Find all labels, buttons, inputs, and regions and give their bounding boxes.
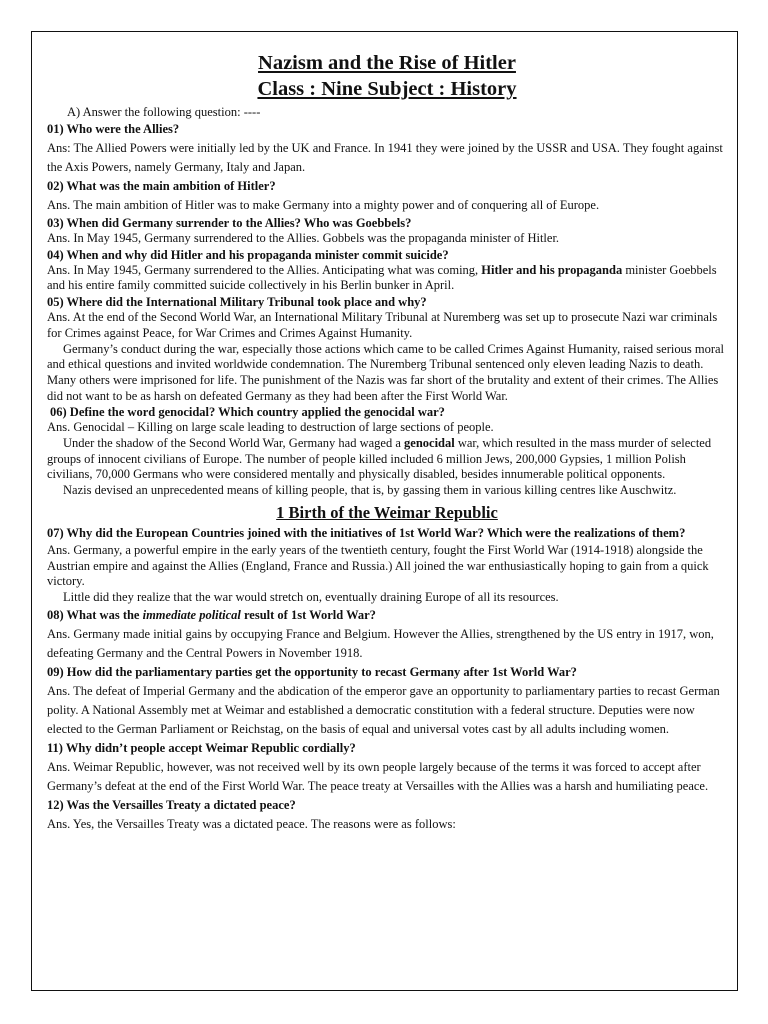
question-09: 09) How did the parliamentary parties get the opportunity to recast Germany after 1st World War?	[47, 664, 577, 679]
answer-11: Ans. Weimar Republic, however, was not received well by its own people largely because of the terms it was forced to accept after Germany’s defeat at the end of the First World War. The peace treaty at Versailles with the Allies was a harsh and humiliating peace.	[47, 759, 709, 793]
answer-02: Ans. The main ambition of Hitler was to make Germany into a mighty power and of conquering all of Europe.	[47, 198, 600, 212]
answer-04	[47, 263, 727, 294]
question-08-emphasis: immediate political	[142, 607, 241, 622]
page-border	[31, 31, 738, 991]
document-body	[47, 50, 727, 834]
question-06: 06) Define the word genocidal? Which country applied the genocidal war?	[50, 405, 445, 420]
answer-01: Ans: The Allied Powers were initially led by the UK and France. In 1941 they were joined by the USSR and USA. They fought against the Axis Powers, namely Germany, Italy and Japan.	[47, 141, 723, 174]
answer-04-text-cont: minister Goebbels and his entire family committed suicide collectively in his Berlin bunker in April.	[47, 262, 717, 293]
question-05: 05) Where did the International Military Tribunal took place and why?	[47, 295, 427, 310]
question-12: 12) Was the Versailles Treaty a dictated peace?	[47, 797, 296, 812]
document-subtitle: Class : Nine Subject : History	[257, 78, 517, 100]
answer-04-bold: Hitler and his propaganda	[481, 262, 623, 277]
answer-04-text: Ans. In May 1945, Germany surrendered to the Allies. Anticipating what was coming,	[47, 262, 482, 277]
question-01: 01) Who were the Allies?	[47, 122, 180, 136]
question-04: 04) When and why did Hitler and his propaganda minister commit suicide?	[47, 247, 449, 262]
question-07: 07) Why did the European Countries joined with the initiatives of 1st World War? Which were the realizations of them?	[47, 525, 686, 540]
question-03: 03) When did Germany surrender to the Allies? Who was Goebbels?	[47, 216, 412, 230]
section-heading: 1 Birth of the Weimar Republic	[276, 502, 498, 522]
answer-05-para2: Germany’s conduct during the war, especially those actions which came to be called Crimes Against Humanity, raised serious moral and ethical questions and invited worldwide condemnation. The Nuremberg Tribunal sentenced only eleven leading Nazis to death. Many others were imprisoned for life. The punishment of the Nazis was far short of the brutality and extent of their crimes. The Allies did not want to be as harsh on defeated Germany as they had been after the First World War.	[47, 341, 725, 403]
answer-05-para1: Ans. At the end of the Second World War, an International Military Tribunal at Nuremberg was set up to prosecute Nazi war criminals for Crimes against Peace, for War Crimes and Crimes Against Humanity.	[47, 310, 718, 340]
question-11: 11) Why didn’t people accept Weimar Republic cordially?	[47, 740, 356, 755]
answer-06-para3: Nazis devised an unprecedented means of killing people, that is, by gassing them in various killing centres like Auschwitz.	[63, 483, 677, 498]
answer-08: Ans. Germany made initial gains by occupying France and Belgium. However the Allies, strengthened by the US entry in 1917, won, defeating Germany and the Central Powers in November 1918.	[47, 626, 714, 660]
answer-06-bold: genocidal	[404, 436, 455, 451]
question-02: 02) What was the main ambition of Hitler?	[47, 179, 276, 193]
answer-06-para1: Ans. Genocidal – Killing on large scale leading to destruction of large sections of people.	[47, 420, 494, 435]
answer-06-para2	[47, 436, 727, 483]
instruction: A) Answer the following question: ----	[67, 105, 261, 119]
question-08-text: 08) What was the	[47, 607, 143, 622]
question-08	[47, 606, 727, 625]
answer-06-text: Under the shadow of the Second World War, Germany had waged a	[63, 436, 405, 451]
answer-12: Ans. Yes, the Versailles Treaty was a dictated peace. The reasons were as follows:	[47, 816, 456, 831]
question-08-text-cont: result of 1st World War?	[240, 607, 376, 622]
answer-07-para1: Ans. Germany, a powerful empire in the early years of the twentieth century, fought the First World War (1914-1918) alongside the Austrian empire and against the Allies (England, France and Russia.) All joined the war enthusiastically hoping to gain from a quick victory.	[47, 542, 709, 589]
answer-06-text-cont: war, which resulted in the mass murder of selected groups of innocent civilians of Europe. The number of people killed included 6 million Jews, 200,000 Gypsies, 1 million Polish civilians, 70,000 Germans who were considered mentally and physically disabled, besides innumerable political opponents.	[47, 436, 712, 482]
answer-09: Ans. The defeat of Imperial Germany and the abdication of the emperor gave an opportunity to parliamentary parties to recast German polity. A National Assembly met at Weimar and established a democratic constitution with a federal structure. Deputies were now elected to the German Parliament or Reichstag, on the basis of equal and universal votes cast by all adults including women.	[47, 683, 720, 736]
document-title: Nazism and the Rise of Hitler	[258, 52, 516, 74]
answer-03: Ans. In May 1945, Germany surrendered to the Allies. Gobbels was the propaganda minister of Hitler.	[47, 231, 560, 245]
answer-07-para2: Little did they realize that the war would stretch on, eventually draining Europe of all its resources.	[63, 589, 559, 604]
